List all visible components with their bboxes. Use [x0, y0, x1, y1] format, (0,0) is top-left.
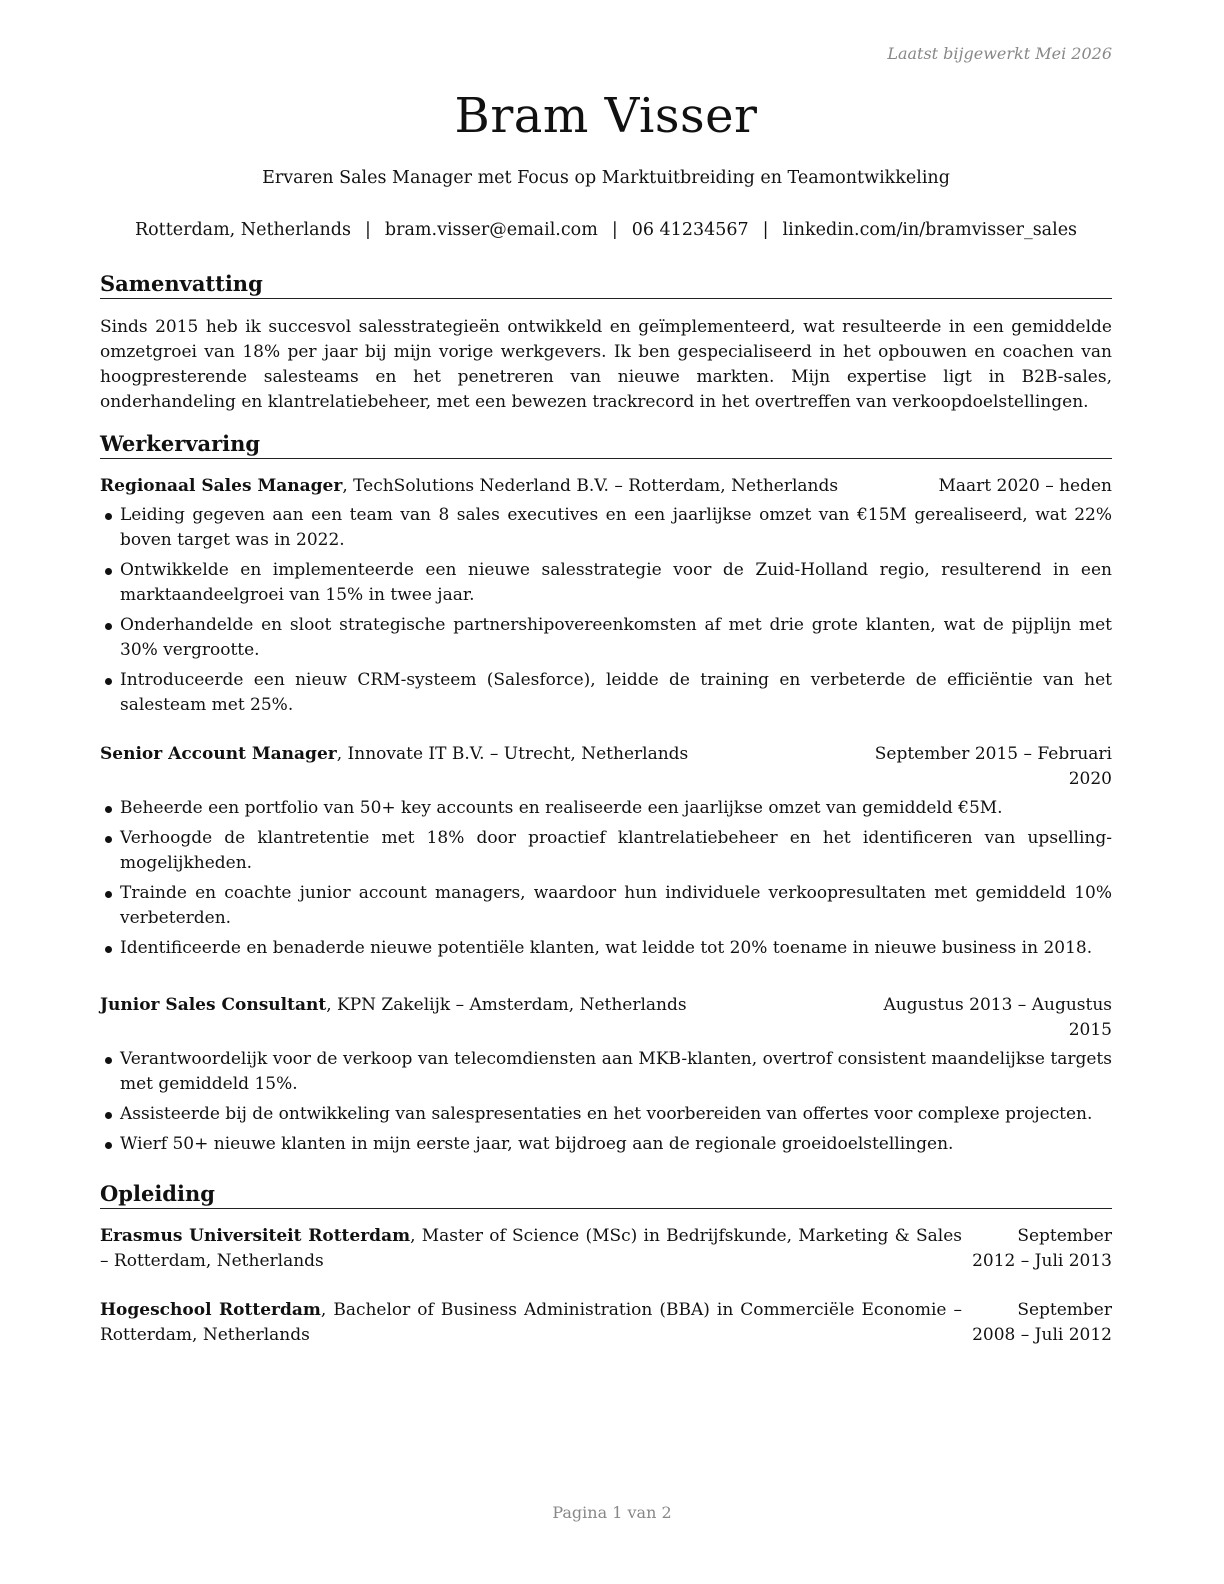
job-org: , TechSolutions Nederland B.V. – Rotterdam, Netherlands — [342, 476, 839, 496]
job-role: Regionaal Sales Manager — [100, 476, 343, 496]
job-header — [100, 993, 1112, 1040]
job-bullet: Introduceerde een nieuw CRM-systeem (Salesforce), leidde de training en verbeterde de efficiëntie van het salesteam met 25%. — [100, 668, 1112, 718]
separator: | — [762, 220, 769, 240]
job-bullets — [100, 503, 1112, 718]
job-bullet: Ontwikkelde en implementeerde een nieuwe salesstrategie voor de Zuid-Holland regio, resulterend in een marktaandeelgroei van 15% in twee jaar. — [100, 558, 1112, 608]
job-bullet: Trainde en coachte junior account managers, waardoor hun individuele verkoopresultaten met gemiddeld 10% verbeterden. — [100, 881, 1112, 931]
job-org: , KPN Zakelijk – Amsterdam, Netherlands — [326, 995, 687, 1015]
degree-detail: , Master of Science (MSc) in Bedrijfskunde, Marketing & Sales – Rotterdam, Netherlands — [100, 1226, 962, 1271]
job-bullet: Wierf 50+ nieuwe klanten in mijn eerste jaar, wat bijdroeg aan de regionale groeidoelstellingen. — [100, 1132, 1112, 1157]
job-bullet: Assisteerde bij de ontwikkeling van salespresentaties en het voorbereiden van offertes voor complexe projecten. — [100, 1102, 1112, 1127]
job-header — [100, 474, 1112, 499]
school-name: Hogeschool Rotterdam — [100, 1300, 321, 1320]
headline: Ervaren Sales Manager met Focus op Marktuitbreiding en Teamontwikkeling — [262, 168, 950, 188]
education-date: September 2008 – Juli 2012 — [972, 1300, 1112, 1345]
section-title-summary: Samenvatting — [100, 271, 1112, 299]
job-bullets — [100, 796, 1112, 961]
separator: | — [611, 220, 618, 240]
page-number: Pagina 1 van 2 — [552, 1503, 672, 1522]
job-role: Senior Account Manager — [100, 744, 337, 764]
job-role: Junior Sales Consultant — [100, 995, 327, 1015]
job-bullet: Identificeerde en benaderde nieuwe potentiële klanten, wat leidde tot 20% toename in nieuwe business in 2018. — [100, 936, 1112, 961]
job-bullet: Verantwoordelijk voor de verkoop van telecomdiensten aan MKB-klanten, overtrof consistent maandelijkse targets met gemiddeld 15%. — [100, 1047, 1112, 1097]
candidate-name: Bram Visser — [454, 88, 758, 144]
job-bullets — [100, 1047, 1112, 1157]
education-entry — [100, 1224, 1112, 1274]
separator: | — [365, 220, 371, 240]
email[interactable]: bram.visser@email.com — [384, 220, 598, 240]
education-entry — [100, 1298, 1112, 1348]
last-updated: Laatst bijgewerkt Mei 2026 — [887, 44, 1112, 63]
job-bullet: Onderhandelde en sloot strategische partnershipovereenkomsten af met drie grote klanten, wat de pijplijn met 30% vergrootte. — [100, 613, 1112, 663]
phone: 06 41234567 — [631, 220, 749, 240]
job-date: Augustus 2013 – Augustus 2015 — [883, 995, 1112, 1040]
job-header — [100, 742, 1112, 789]
school-name: Erasmus Universiteit Rotterdam — [100, 1226, 411, 1246]
job-bullet: Beheerde een portfolio van 50+ key accounts en realiseerde een jaarlijkse omzet van gemiddeld €5M. — [100, 796, 1112, 821]
job-bullet: Leiding gegeven aan een team van 8 sales executives en een jaarlijkse omzet van €15M gerealiseerd, wat 22% boven target was in 2022. — [100, 503, 1112, 553]
job-org: , Innovate IT B.V. – Utrecht, Netherlands — [336, 744, 689, 764]
section-title-experience: Werkervaring — [100, 431, 1112, 459]
job-entry — [100, 742, 1112, 966]
contact-line — [100, 220, 1112, 240]
degree-detail: , Bachelor of Business Administration (BBA) in Commerciële Economie – Rotterdam, Netherlands — [100, 1300, 962, 1345]
job-date: September 2015 – Februari 2020 — [874, 744, 1112, 789]
linkedin-link[interactable]: linkedin.com/in/bramvisser_sales — [782, 220, 1078, 240]
job-bullet: Verhoogde de klantretentie met 18% door proactief klantrelatiebeheer en het identificeren van upselling-mogelijkheden. — [100, 826, 1112, 876]
job-entry — [100, 993, 1112, 1162]
job-date: Maart 2020 – heden — [938, 476, 1112, 496]
section-title-education: Opleiding — [100, 1181, 1112, 1209]
summary-text: Sinds 2015 heb ik succesvol salesstrategieën ontwikkeld en geïmplementeerd, wat resulteerde in een gemiddelde omzetgroei van 18% per jaar bij mijn vorige werkgevers. Ik ben gespecialiseerd in het opbouwen en coachen van hoogpresterende salesteams en het penetreren van nieuwe markten. Mijn expertise ligt in B2B-sales, onderhandeling en klantrelatiebeheer, met een bewezen trackrecord in het overtreffen van verkoopdoelstellingen. — [100, 317, 1112, 412]
location: Rotterdam, Netherlands — [134, 220, 351, 240]
job-entry — [100, 474, 1112, 723]
education-date: September 2012 – Juli 2013 — [972, 1226, 1112, 1271]
